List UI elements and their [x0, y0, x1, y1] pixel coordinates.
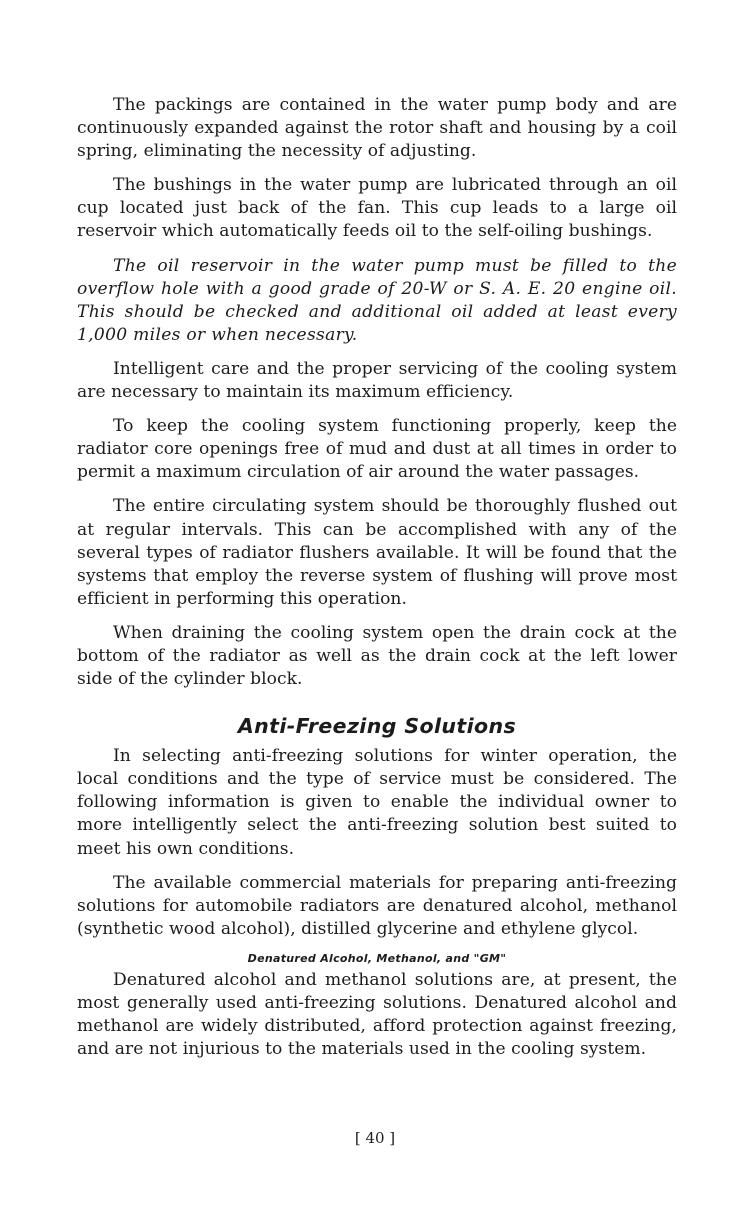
paragraph-bushings: The bushings in the water pump are lubricated through an oil cup located just back of the fan. This cup leads to a large oil reservoir which automatically feeds oil to the self-oiling bushings.	[77, 175, 677, 242]
paragraph-draining: When draining the cooling system open the drain cock at the bottom of the radiator as well as the drain cock at the left lower side of the cylinder block.	[77, 622, 677, 690]
paragraph-oil-reservoir-note: The oil reservoir in the water pump must be filled to the overflow hole with a good grade of 20-W or S. A. E. 20 engine oil. This should be checked and additional oil added at least every 1,000 miles or when necessary.	[77, 255, 677, 345]
paragraph-packings: The packings are contained in the water pump body and are continuously expanded against the rotor shaft and housing by a coil spring, eliminating the necessity of adjusting.	[77, 95, 677, 162]
section-heading: Anti-Freezing Solutions	[237, 714, 517, 739]
paragraph-flushing: The entire circulating system should be thoroughly flushed out at regular intervals. This can be accomplished with any of the several types of radiator flushers available. It will be found that the systems that employ the reverse system of flushing will prove most efficient in performing this operation.	[77, 496, 677, 609]
paragraph-available-materials: The available commercial materials for preparing anti-freezing solutions for automobile radiators are denatured alcohol, methanol (synthetic wood alcohol), distilled glycerine and ethylene glycol.	[77, 872, 677, 939]
paragraph-selecting-solutions: In selecting anti-freezing solutions for winter operation, the local conditions and the type of service must be considered. The following information is given to enable the individual owner to more intelligently select the anti-freezing solution best suited to meet his own conditions.	[77, 746, 677, 859]
page-number: [ 40 ]	[354, 1129, 396, 1147]
paragraph-intelligent-care: Intelligent care and the proper servicing of the cooling system are necessary to maintain its maximum efficiency.	[77, 358, 677, 403]
subsection-heading: Denatured Alcohol, Methanol, and "GM"	[247, 951, 507, 965]
paragraph-cooling-system: To keep the cooling system functioning properly, keep the radiator core openings free of mud and dust at all times in order to permit a maximum circulation of air around the water passages.	[77, 416, 677, 483]
document-page	[77, 94, 677, 1061]
paragraph-denatured-alcohol: Denatured alcohol and methanol solutions are, at present, the most generally used anti-freezing solutions. Denatured alcohol and methanol are widely distributed, afford protection against freezing, and are not injurious to the materials used in the cooling system.	[77, 969, 677, 1060]
